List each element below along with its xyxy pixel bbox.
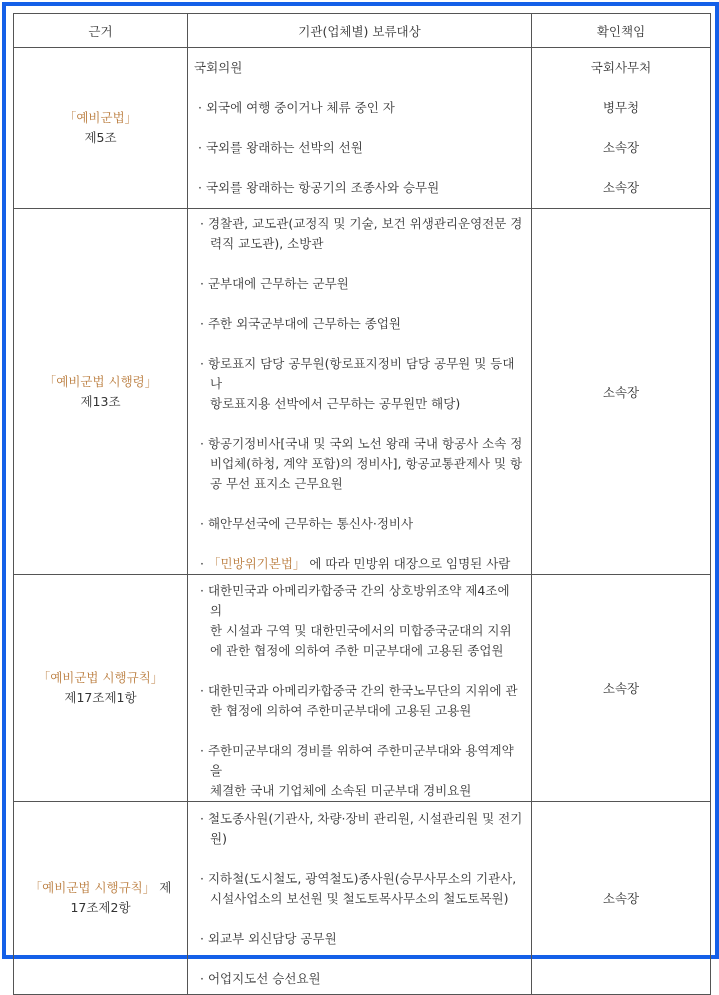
confirm-cell xyxy=(532,48,711,209)
basis-law: 「예비군법 시행규칙」 xyxy=(29,880,156,895)
basis-law: 「예비군법」 xyxy=(63,110,138,125)
list-item: · 항로표지 담당 공무원(항로표지정비 담당 공무원 및 등대나 항로표지용 선박에서 근무하는 공무원만 해당) xyxy=(200,356,515,411)
confirm-cell: 소속장 xyxy=(532,209,711,575)
list-item: · 지하철(도시철도, 광역철도)종사원(승무사무소의 기관사, 시설사업소의 보선원 및 철도토목사무소의 철도토목원) xyxy=(200,871,517,906)
basis-line-1: 「예비군법 시행규칙」 제 xyxy=(29,880,172,895)
list-item: · 주한 외국군부대에 근무하는 종업원 xyxy=(200,316,401,331)
basis-law: 「예비군법 시행령」 xyxy=(43,373,158,389)
list-item: · 외국에 여행 중이거나 체류 중인 자 xyxy=(198,100,395,115)
list-item: · 항공기정비사[국내 및 국외 노선 왕래 국내 항공사 소속 정 비업체(하청, 계약 포함)의 정비사], 항공교통관제사 및 항 공 무선 표지소 근무요원 xyxy=(200,436,523,491)
list-item: · 경찰관, 교도관(교정직 및 기술, 보건 위생관리운영전문 경 력직 교도관), 소방관 xyxy=(200,216,523,251)
list-item: · 국외를 왕래하는 항공기의 조종사와 승무원 xyxy=(198,180,440,195)
list-item: · 주한미군부대의 경비를 위하여 주한미군부대와 용역계약을 체결한 국내 기업체에 소속된 미군부대 경비요원 xyxy=(200,743,514,798)
basis-cell xyxy=(14,575,188,802)
basis-law: 「예비군법 시행규칙」 xyxy=(37,670,164,685)
confirm-value: 병무청 xyxy=(602,100,640,115)
confirm-value: 소속장 xyxy=(602,140,640,155)
header-confirm: 확인책임 xyxy=(532,14,711,48)
table-row xyxy=(14,48,711,209)
header-target: 기관(업체별) 보류대상 xyxy=(188,14,532,48)
target-cell xyxy=(188,802,532,995)
minbangwi-law-link: 「민방위기본법」 xyxy=(207,556,306,571)
header-basis: 근거 xyxy=(14,14,188,48)
confirm-cell: 소속장 xyxy=(532,802,711,995)
list-item: 국회의원 xyxy=(194,60,243,75)
list-item: · 대한민국과 아메리카합중국 간의 한국노무단의 지위에 관 한 협정에 의하여 주한미군부대에 고용된 고용원 xyxy=(200,683,518,718)
list-item: · 군부대에 근무하는 군무원 xyxy=(200,276,349,291)
target-cell xyxy=(188,575,532,802)
list-item: · 국외를 왕래하는 선박의 선원 xyxy=(198,140,363,155)
reserve-exemption-table xyxy=(13,13,711,995)
basis-article: 17조제2항 xyxy=(70,900,131,915)
table-row xyxy=(14,209,711,575)
basis-cell xyxy=(14,209,188,575)
target-cell xyxy=(188,209,532,575)
target-cell xyxy=(188,48,532,209)
table-row xyxy=(14,575,711,802)
basis-article: 제13조 xyxy=(80,393,121,409)
list-item: · 철도종사원(기관사, 차량·장비 관리원, 시설관리원 및 전기 원) xyxy=(200,811,523,846)
basis-cell xyxy=(14,802,188,995)
basis-article: 제17조제1항 xyxy=(64,690,137,705)
list-item: · 어업지도선 승선요원 xyxy=(200,971,321,986)
list-item: · 「민방위기본법」 에 따라 민방위 대장으로 임명된 사람 xyxy=(200,556,511,571)
confirm-cell: 소속장 xyxy=(532,575,711,802)
header-row xyxy=(14,14,711,48)
basis-cell xyxy=(14,48,188,209)
document-frame xyxy=(2,2,719,986)
list-item: · 외교부 외신담당 공무원 xyxy=(200,931,337,946)
confirm-value: 소속장 xyxy=(602,180,640,195)
basis-article: 제5조 xyxy=(84,130,117,145)
table-row xyxy=(14,802,711,995)
list-item: · 대한민국과 아메리카합중국 간의 상호방위조약 제4조에 의 한 시설과 구역 및 대한민국에서의 미합중국군대의 지위 에 관한 협정에 의하여 주한 미군부대에 고용된 종업원 xyxy=(200,583,512,658)
confirm-value: 국회사무처 xyxy=(590,60,652,75)
list-item: · 해안무선국에 근무하는 통신사·정비사 xyxy=(200,516,414,531)
